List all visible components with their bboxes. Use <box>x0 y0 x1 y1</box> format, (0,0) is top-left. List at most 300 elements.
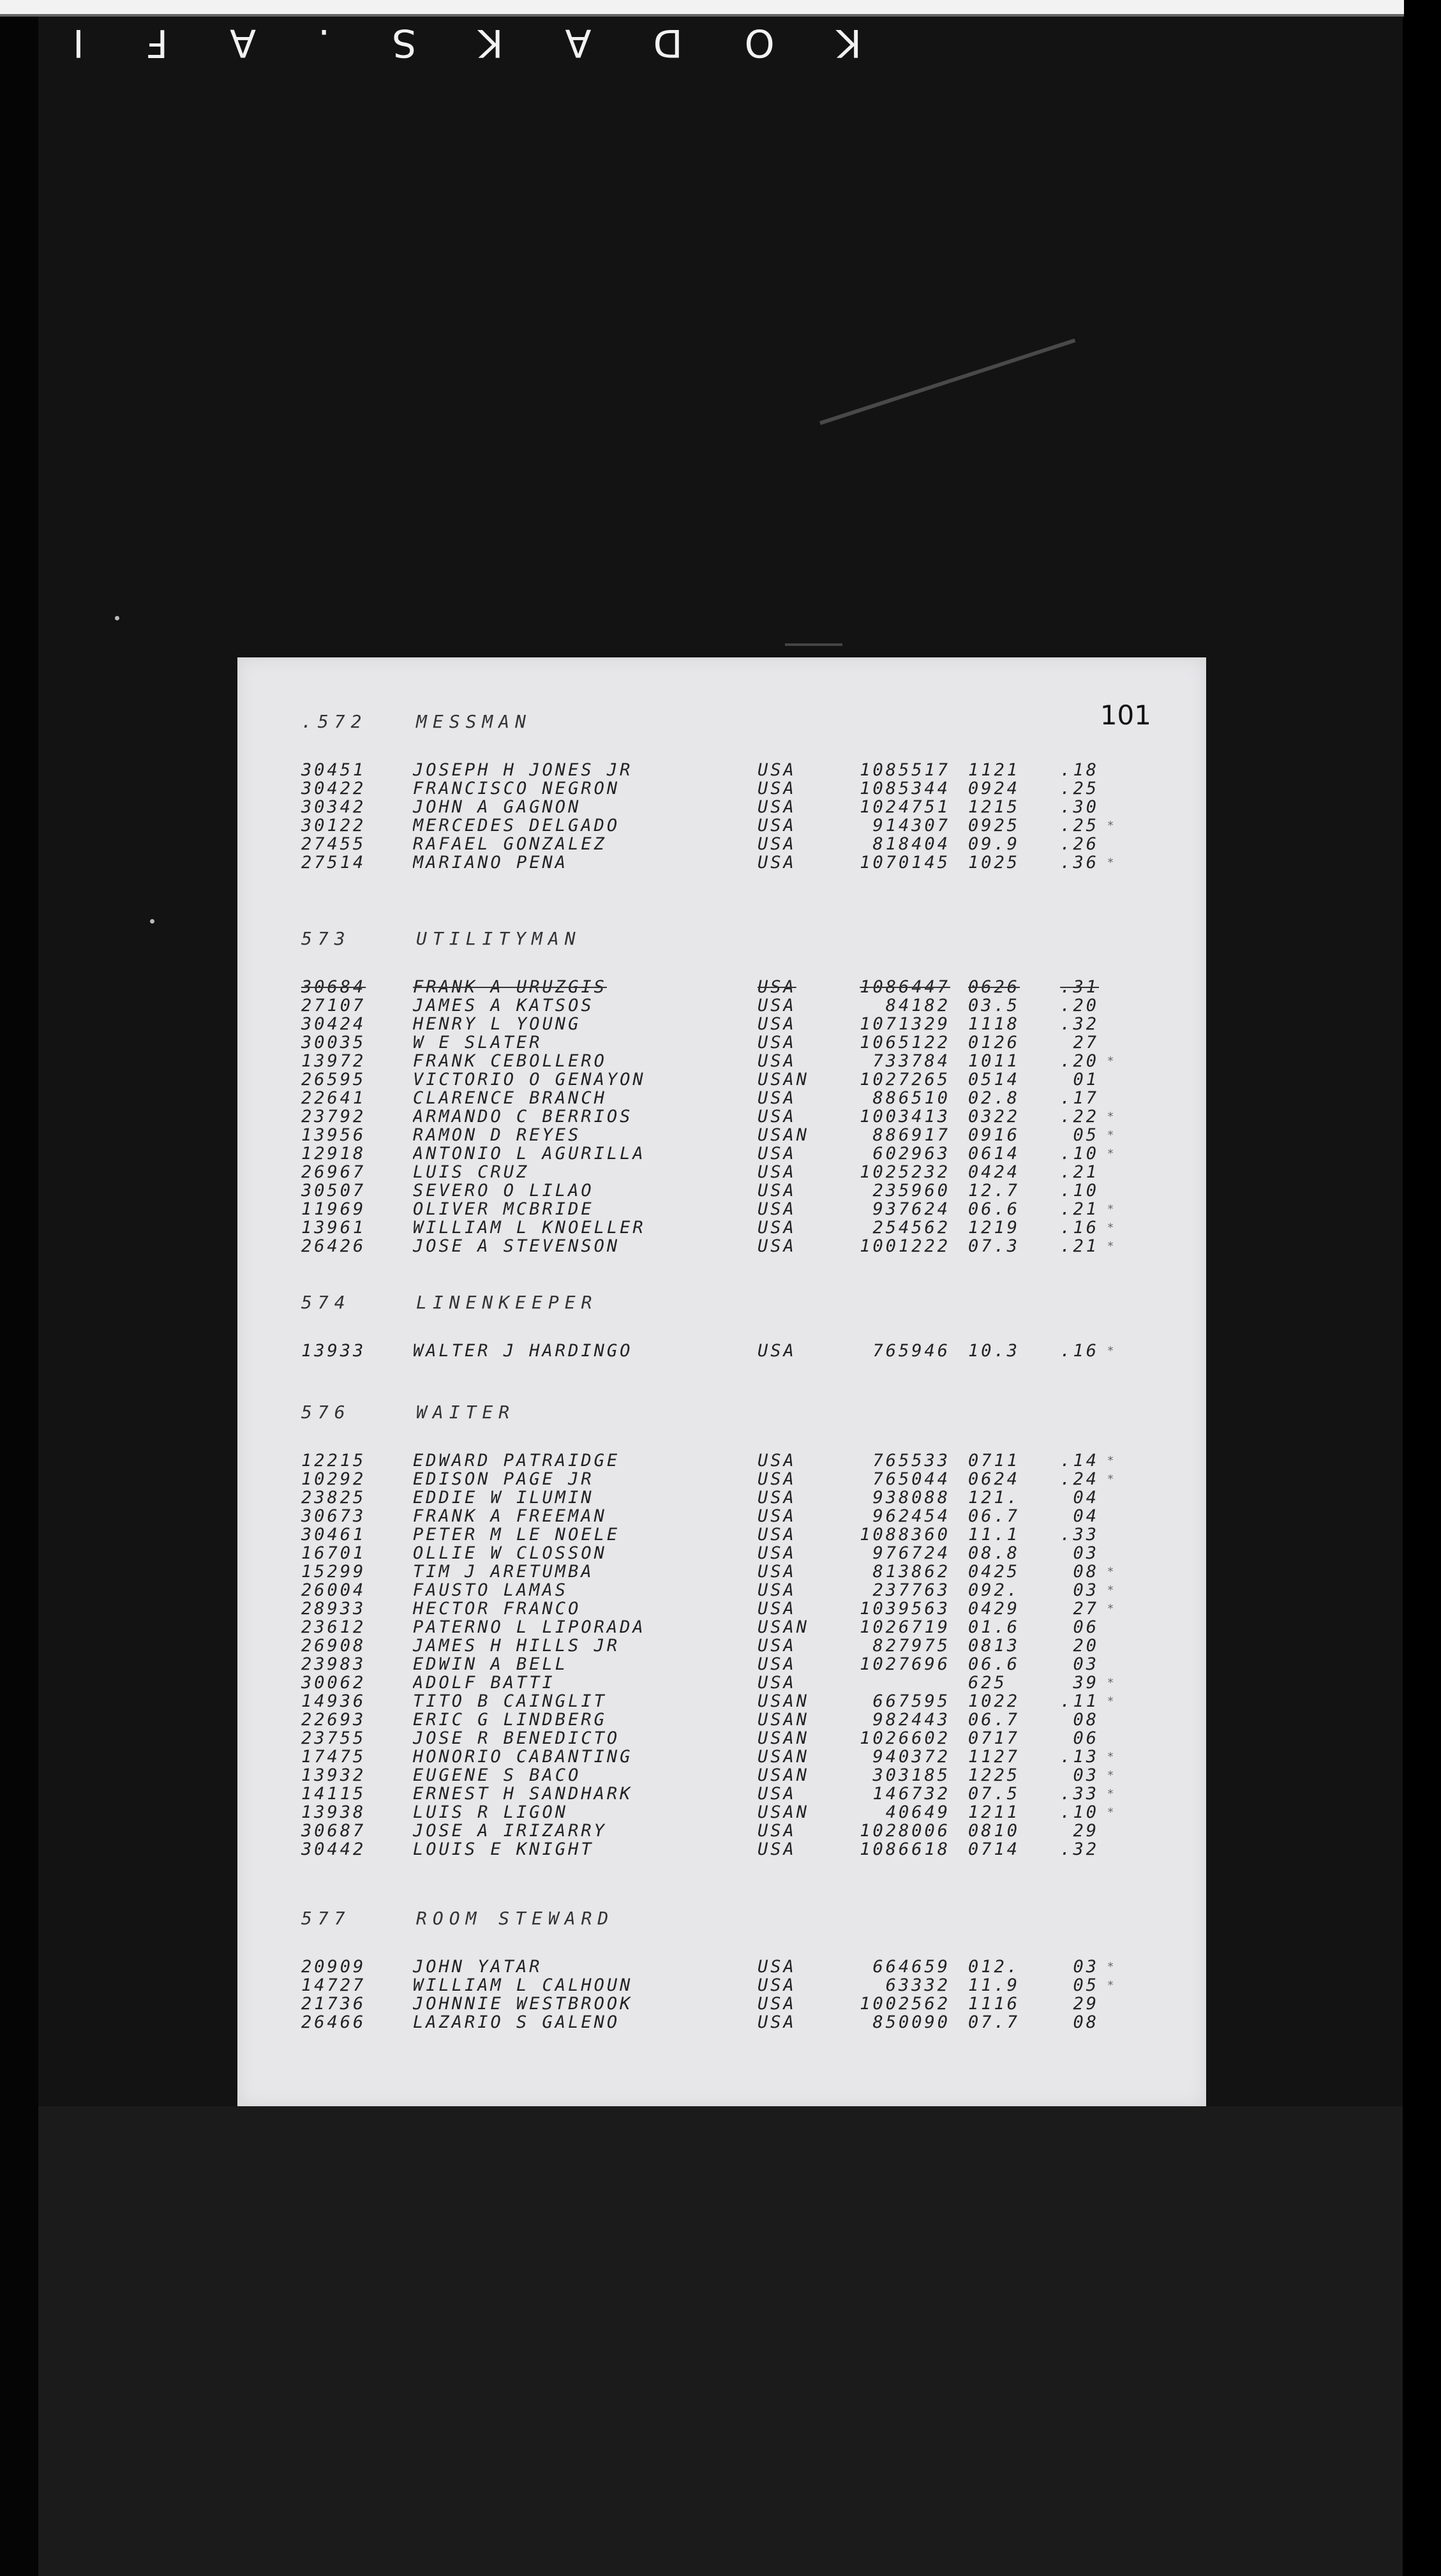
crew-name: MERCEDES DELGADO <box>413 816 620 835</box>
date-code: 1118 <box>968 1014 1020 1034</box>
crew-row <box>301 1181 1136 1200</box>
crew-id: 30442 <box>301 1839 366 1859</box>
nationality: USAN <box>758 1710 810 1730</box>
crew-row <box>301 1618 1136 1636</box>
crew-name: HONORIO CABANTING <box>413 1747 633 1767</box>
nationality: USAN <box>758 1765 810 1785</box>
crew-id: 27514 <box>301 853 366 872</box>
date-code: 1116 <box>968 1994 1020 2014</box>
crew-name: LAZARIO S GALENO <box>413 2012 620 2032</box>
crew-name: FRANCISCO NEGRON <box>413 779 620 798</box>
nationality: USA <box>758 1236 796 1256</box>
value: .13 <box>1060 1747 1099 1767</box>
crew-list <box>301 978 1136 1255</box>
crew-row <box>301 1507 1136 1525</box>
document-number: 1027696 <box>860 1654 950 1674</box>
document-number: 976724 <box>872 1543 950 1563</box>
date-code: 0126 <box>968 1033 1020 1052</box>
value: .14 <box>1060 1451 1099 1471</box>
nationality: USAN <box>758 1125 810 1145</box>
crew-id: 23755 <box>301 1728 366 1748</box>
nationality: USA <box>758 1088 796 1108</box>
edge-marking-letter: D <box>650 20 683 65</box>
date-code: 11.9 <box>968 1975 1020 1995</box>
crew-row <box>301 835 1136 853</box>
crew-row <box>301 1126 1136 1144</box>
value: .36 <box>1060 853 1099 872</box>
document-number: 733784 <box>872 1051 950 1071</box>
section-title: ROOM STEWARD <box>416 1907 615 1929</box>
date-code: 0429 <box>968 1599 1020 1619</box>
nationality: USA <box>758 1341 796 1361</box>
value: 39 <box>1073 1673 1099 1693</box>
edge-marking-letter: S <box>389 20 417 65</box>
crew-name: OLLIE W CLOSSON <box>413 1543 607 1563</box>
crew-row <box>301 1070 1136 1089</box>
date-code: 0624 <box>968 1469 1020 1489</box>
value: 01 <box>1073 1070 1099 1090</box>
document-number: 235960 <box>872 1181 950 1201</box>
date-code: 0925 <box>968 816 1020 835</box>
crew-name: JAMES A KATSOS <box>413 996 594 1015</box>
value: .26 <box>1060 834 1099 854</box>
value: .22 <box>1060 1107 1099 1127</box>
nationality: USA <box>758 1218 796 1238</box>
crew-row <box>301 1218 1136 1237</box>
crew-name: ANTONIO L AGURILLA <box>413 1144 646 1164</box>
crew-row <box>301 816 1136 835</box>
crew-id: 13961 <box>301 1218 366 1238</box>
nationality: USA <box>758 1144 796 1164</box>
date-code: 0425 <box>968 1562 1020 1582</box>
value: 03 <box>1073 1543 1099 1563</box>
crew-id: 30673 <box>301 1506 366 1526</box>
crew-name: LUIS R LIGON <box>413 1802 569 1822</box>
crew-name: SEVERO O LILAO <box>413 1181 594 1201</box>
document-number: 886917 <box>872 1125 950 1145</box>
nationality: USAN <box>758 1728 810 1748</box>
crew-row <box>301 978 1136 996</box>
check-mark: * <box>1107 1239 1117 1253</box>
crew-id: 26466 <box>301 2012 366 2032</box>
section-title: UTILITYMAN <box>416 927 581 949</box>
document-number: 765044 <box>872 1469 950 1489</box>
page-number: 101 <box>1100 700 1151 731</box>
section-code: 576 <box>301 1401 351 1423</box>
crew-id: 30122 <box>301 816 366 835</box>
nationality: USA <box>758 1654 796 1674</box>
nationality: USA <box>758 853 796 872</box>
section-title: WAITER <box>416 1401 516 1423</box>
value: .10 <box>1060 1144 1099 1164</box>
document-number: 254562 <box>872 1218 950 1238</box>
value: 08 <box>1073 2012 1099 2032</box>
document-number: 303185 <box>872 1765 950 1785</box>
crew-id: 23983 <box>301 1654 366 1674</box>
document-number: 827975 <box>872 1636 950 1656</box>
crew-row <box>301 1599 1136 1618</box>
crew-name: JOHNNIE WESTBROOK <box>413 1994 633 2014</box>
edge-marking-letter: O <box>742 20 775 65</box>
crew-name: HENRY L YOUNG <box>413 1014 581 1034</box>
date-code: 0614 <box>968 1144 1020 1164</box>
crew-name: WILLIAM L CALHOUN <box>413 1975 633 1995</box>
document-number: 886510 <box>872 1088 950 1108</box>
crew-row <box>301 1803 1136 1822</box>
crew-row <box>301 1562 1136 1581</box>
crew-id: 30461 <box>301 1525 366 1545</box>
crew-name: EDDIE W ILUMIN <box>413 1488 594 1508</box>
crew-row <box>301 1015 1136 1033</box>
film-bottom-area <box>0 2106 1441 2576</box>
date-code: 625 <box>968 1673 1007 1693</box>
section-header <box>301 1289 1136 1315</box>
document-number: 818404 <box>872 834 950 854</box>
section-title: LINENKEEPER <box>416 1291 598 1313</box>
section-header <box>301 708 1136 734</box>
date-code: 0717 <box>968 1728 1020 1748</box>
check-mark: * <box>1107 1676 1117 1689</box>
crew-name: PETER M LE NOELE <box>413 1525 620 1545</box>
nationality: USA <box>758 816 796 835</box>
section-room-steward <box>301 1905 1136 2032</box>
document-number: 937624 <box>872 1199 950 1219</box>
value: 06 <box>1073 1728 1099 1748</box>
nationality: USA <box>758 1673 796 1693</box>
value: .18 <box>1060 760 1099 780</box>
document-number: 1086618 <box>860 1839 950 1859</box>
check-mark: * <box>1107 1054 1117 1068</box>
value: 20 <box>1073 1636 1099 1656</box>
crew-name: TIM J ARETUMBA <box>413 1562 594 1582</box>
crew-name: RAMON D REYES <box>413 1125 581 1145</box>
date-code: 08.8 <box>968 1543 1020 1563</box>
date-code: 09.9 <box>968 834 1020 854</box>
crew-id: 30684 <box>301 977 366 997</box>
document-number: 982443 <box>872 1710 950 1730</box>
document-number: 938088 <box>872 1488 950 1508</box>
crew-name: TITO B CAINGLIT <box>413 1691 607 1711</box>
value: 03 <box>1073 1957 1099 1977</box>
crew-id: 30424 <box>301 1014 366 1034</box>
document-number: 1070145 <box>860 853 950 872</box>
document-number: 1071329 <box>860 1014 950 1034</box>
crew-id: 14115 <box>301 1784 366 1804</box>
crew-row <box>301 1822 1136 1840</box>
crew-list <box>301 761 1136 872</box>
check-mark: * <box>1107 1147 1117 1160</box>
crew-name: FRANK CEBOLLERO <box>413 1051 607 1071</box>
value: .21 <box>1060 1199 1099 1219</box>
date-code: 1025 <box>968 853 1020 872</box>
crew-id: 20909 <box>301 1957 366 1977</box>
crew-row <box>301 1692 1136 1711</box>
crew-name: LOUIS E KNIGHT <box>413 1839 594 1859</box>
check-mark: * <box>1107 1960 1117 1973</box>
value: 03 <box>1073 1654 1099 1674</box>
document-number: 1039563 <box>860 1599 950 1619</box>
crew-id: 23612 <box>301 1617 366 1637</box>
crew-row <box>301 1636 1136 1655</box>
nationality: USAN <box>758 1691 810 1711</box>
film-top-edge <box>0 0 1404 17</box>
value: .17 <box>1060 1088 1099 1108</box>
nationality: USA <box>758 1957 796 1977</box>
value: .20 <box>1060 1051 1099 1071</box>
date-code: 06.7 <box>968 1506 1020 1526</box>
date-code: 0924 <box>968 779 1020 798</box>
nationality: USA <box>758 834 796 854</box>
section-header <box>301 1399 1136 1425</box>
document-page <box>237 657 1206 2106</box>
crew-id: 30342 <box>301 797 366 817</box>
date-code: 1127 <box>968 1747 1020 1767</box>
crew-row <box>301 1748 1136 1766</box>
date-code: 07.7 <box>968 2012 1020 2032</box>
crew-row <box>301 1674 1136 1692</box>
nationality: USA <box>758 1451 796 1471</box>
crew-row <box>301 798 1136 816</box>
crew-id: 13932 <box>301 1765 366 1785</box>
document-number: 1065122 <box>860 1033 950 1052</box>
document-number: 1003413 <box>860 1107 950 1127</box>
date-code: 10.3 <box>968 1341 1020 1361</box>
crew-list <box>301 1958 1136 2032</box>
date-code: 07.3 <box>968 1236 1020 1256</box>
nationality: USAN <box>758 1617 810 1637</box>
crew-row <box>301 1840 1136 1859</box>
check-mark: * <box>1107 1344 1117 1358</box>
crew-id: 27455 <box>301 834 366 854</box>
edge-marking-letter: I <box>70 20 84 65</box>
date-code: 06.6 <box>968 1654 1020 1674</box>
check-mark: * <box>1107 1787 1117 1801</box>
section-linenkeeper <box>301 1289 1136 1360</box>
crew-id: 23792 <box>301 1107 366 1127</box>
crew-name: ADOLF BATTI <box>413 1673 555 1693</box>
document-number: 40649 <box>885 1802 950 1822</box>
crew-row <box>301 1729 1136 1748</box>
check-mark: * <box>1107 819 1117 832</box>
crew-id: 13972 <box>301 1051 366 1071</box>
check-mark: * <box>1107 1584 1117 1597</box>
dust-speck <box>115 616 119 620</box>
film-scratch <box>819 338 1075 424</box>
edge-marking-letter: . <box>315 20 331 65</box>
date-code: 012. <box>968 1957 1020 1977</box>
crew-row <box>301 1995 1136 2013</box>
value: 03 <box>1073 1765 1099 1785</box>
crew-row <box>301 1544 1136 1562</box>
value: 03 <box>1073 1580 1099 1600</box>
crew-id: 13933 <box>301 1341 366 1361</box>
crew-row <box>301 1766 1136 1785</box>
date-code: 03.5 <box>968 996 1020 1015</box>
document-number: 1085344 <box>860 779 950 798</box>
check-mark: * <box>1107 1769 1117 1782</box>
nationality: USA <box>758 1506 796 1526</box>
film-right-edge <box>1403 0 1441 2576</box>
crew-id: 27107 <box>301 996 366 1015</box>
value: 08 <box>1073 1710 1099 1730</box>
crew-row <box>301 1107 1136 1126</box>
nationality: USA <box>758 1543 796 1563</box>
crew-name: EDWARD PATRAIDGE <box>413 1451 620 1471</box>
crew-row <box>301 1525 1136 1544</box>
crew-name: WALTER J HARDINGO <box>413 1341 633 1361</box>
check-mark: * <box>1107 1565 1117 1578</box>
date-code: 0810 <box>968 1821 1020 1841</box>
value: .25 <box>1060 816 1099 835</box>
crew-name: EDWIN A BELL <box>413 1654 569 1674</box>
film-left-edge <box>0 0 38 2576</box>
document-number: 813862 <box>872 1562 950 1582</box>
crew-name: HECTOR FRANCO <box>413 1599 581 1619</box>
section-code: 577 <box>301 1907 351 1929</box>
date-code: 06.6 <box>968 1199 1020 1219</box>
crew-name: FAUSTO LAMAS <box>413 1580 569 1600</box>
crew-id: 30062 <box>301 1673 366 1693</box>
nationality: USA <box>758 1580 796 1600</box>
date-code: 092. <box>968 1580 1020 1600</box>
crew-row <box>301 779 1136 798</box>
nationality: USA <box>758 1599 796 1619</box>
check-mark: * <box>1107 1472 1117 1486</box>
crew-name: OLIVER MCBRIDE <box>413 1199 594 1219</box>
section-messman <box>301 708 1136 872</box>
value: 06 <box>1073 1617 1099 1637</box>
value: .30 <box>1060 797 1099 817</box>
crew-id: 16701 <box>301 1543 366 1563</box>
edge-marking-letter: F <box>143 20 168 65</box>
value: 27 <box>1073 1599 1099 1619</box>
crew-row <box>301 1163 1136 1181</box>
crew-row <box>301 1711 1136 1729</box>
section-title: MESSMAN <box>416 710 532 732</box>
date-code: 02.8 <box>968 1088 1020 1108</box>
document-number: 940372 <box>872 1747 950 1767</box>
value: 05 <box>1073 1975 1099 1995</box>
check-mark: * <box>1107 1202 1117 1216</box>
nationality: USA <box>758 1181 796 1201</box>
nationality: USA <box>758 779 796 798</box>
crew-id: 30687 <box>301 1821 366 1841</box>
document-number: 1001222 <box>860 1236 950 1256</box>
date-code: 0714 <box>968 1839 1020 1859</box>
crew-row <box>301 1488 1136 1507</box>
crew-row <box>301 1033 1136 1052</box>
date-code: 1022 <box>968 1691 1020 1711</box>
crew-name: MARIANO PENA <box>413 853 569 872</box>
crew-row <box>301 761 1136 779</box>
crew-row <box>301 2013 1136 2032</box>
crew-id: 14727 <box>301 1975 366 1995</box>
value: 04 <box>1073 1488 1099 1508</box>
nationality: USA <box>758 1562 796 1582</box>
date-code: 0813 <box>968 1636 1020 1656</box>
value: .33 <box>1060 1784 1099 1804</box>
section-waiter <box>301 1399 1136 1859</box>
value: .33 <box>1060 1525 1099 1545</box>
crew-list <box>301 1342 1136 1360</box>
crew-name: CLARENCE BRANCH <box>413 1088 607 1108</box>
crew-id: 22641 <box>301 1088 366 1108</box>
crew-name: JOSE R BENEDICTO <box>413 1728 620 1748</box>
crew-name: ERIC G LINDBERG <box>413 1710 607 1730</box>
crew-name: VICTORIO O GENAYON <box>413 1070 646 1090</box>
nationality: USA <box>758 760 796 780</box>
nationality: USA <box>758 977 796 997</box>
nationality: USA <box>758 1636 796 1656</box>
crew-id: 26595 <box>301 1070 366 1090</box>
nationality: USA <box>758 1488 796 1508</box>
date-code: 1225 <box>968 1765 1020 1785</box>
nationality: USA <box>758 1051 796 1071</box>
document-number: 1025232 <box>860 1162 950 1182</box>
crew-row <box>301 1470 1136 1488</box>
document-number: 962454 <box>872 1506 950 1526</box>
check-mark: * <box>1107 856 1117 869</box>
crew-id: 12918 <box>301 1144 366 1164</box>
value: .21 <box>1060 1236 1099 1256</box>
crew-id: 30422 <box>301 779 366 798</box>
date-code: 0514 <box>968 1070 1020 1090</box>
date-code: 121. <box>968 1488 1020 1508</box>
crew-row <box>301 1089 1136 1107</box>
crew-name: ARMANDO C BERRIOS <box>413 1107 633 1127</box>
crew-row <box>301 853 1136 872</box>
value: 29 <box>1073 1821 1099 1841</box>
crew-id: 13938 <box>301 1802 366 1822</box>
value: .32 <box>1060 1014 1099 1034</box>
crew-id: 21736 <box>301 1994 366 2014</box>
date-code: 01.6 <box>968 1617 1020 1637</box>
crew-row <box>301 1144 1136 1163</box>
document-number: 146732 <box>872 1784 950 1804</box>
value: 05 <box>1073 1125 1099 1145</box>
crew-id: 17475 <box>301 1747 366 1767</box>
edge-marking-letter: K <box>475 20 504 65</box>
section-code: 573 <box>301 927 351 949</box>
crew-name: JOHN YATAR <box>413 1957 542 1977</box>
edge-marking-letter: A <box>227 20 257 65</box>
date-code: 11.1 <box>968 1525 1020 1545</box>
date-code: 1121 <box>968 760 1020 780</box>
document-number: 664659 <box>872 1957 950 1977</box>
crew-row <box>301 1052 1136 1070</box>
value: 08 <box>1073 1562 1099 1582</box>
nationality: USA <box>758 1469 796 1489</box>
crew-row <box>301 1237 1136 1255</box>
value: .31 <box>1060 977 1099 997</box>
crew-row <box>301 1200 1136 1218</box>
document-number: 1085517 <box>860 760 950 780</box>
crew-id: 10292 <box>301 1469 366 1489</box>
value: .10 <box>1060 1181 1099 1201</box>
crew-name: EUGENE S BACO <box>413 1765 581 1785</box>
nationality: USA <box>758 1014 796 1034</box>
nationality: USA <box>758 1784 796 1804</box>
value: .20 <box>1060 996 1099 1015</box>
crew-id: 15299 <box>301 1562 366 1582</box>
nationality: USAN <box>758 1802 810 1822</box>
document-number: 1024751 <box>860 797 950 817</box>
nationality: USA <box>758 1839 796 1859</box>
nationality: USA <box>758 1821 796 1841</box>
date-code: 12.7 <box>968 1181 1020 1201</box>
date-code: 0424 <box>968 1162 1020 1182</box>
crew-name: W E SLATER <box>413 1033 542 1052</box>
